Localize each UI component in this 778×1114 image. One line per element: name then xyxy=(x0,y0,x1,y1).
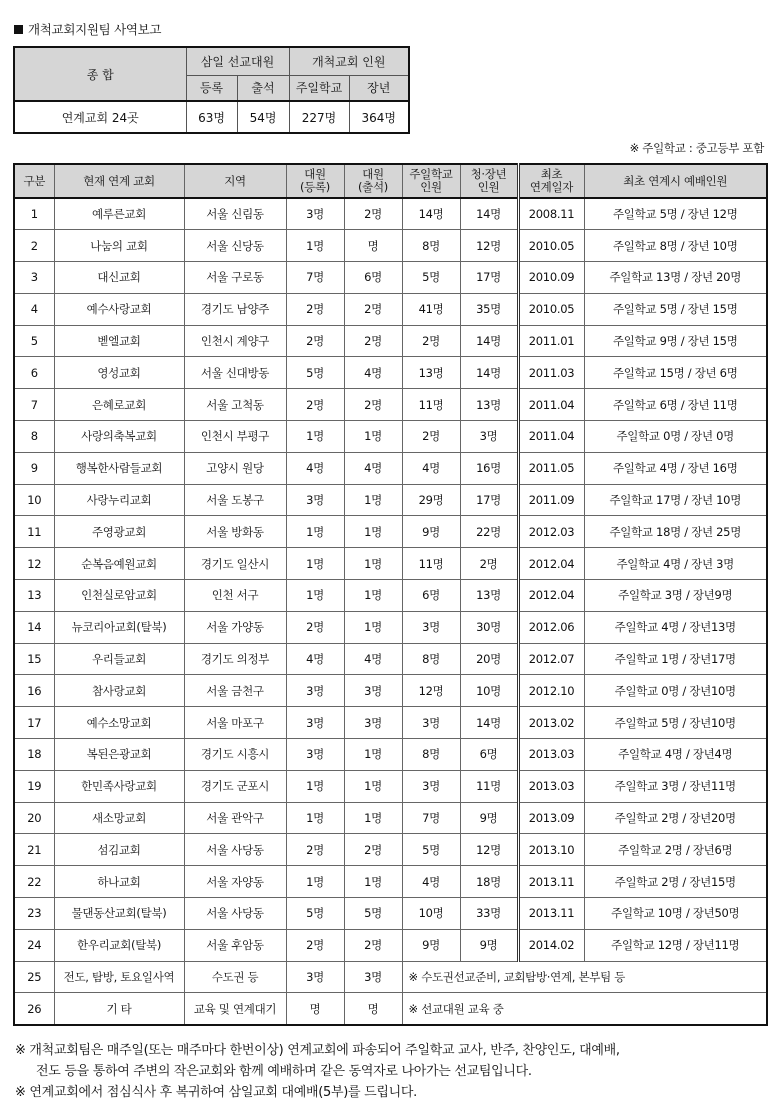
cell-date: 2011.04 xyxy=(518,389,584,421)
cell-date: 2008.11 xyxy=(518,198,584,230)
cell-region: 고양시 원당 xyxy=(184,452,286,484)
sunday-school-note: ※ 주일학교 : 중고등부 포함 xyxy=(629,141,764,155)
table-row xyxy=(14,389,767,421)
cell-att: 2명 xyxy=(344,929,402,961)
cell-reg: 2명 xyxy=(286,929,344,961)
cell-reg: 1명 xyxy=(286,802,344,834)
cell-adu: 13명 xyxy=(460,580,518,612)
cell-att: 1명 xyxy=(344,516,402,548)
cell-region: 서울 신대방동 xyxy=(184,357,286,389)
cell-region: 교육 및 연계대기 xyxy=(184,993,286,1025)
cell-att: 1명 xyxy=(344,611,402,643)
cell-church: 예루른교회 xyxy=(54,198,184,230)
cell-date: 2013.10 xyxy=(518,834,584,866)
cell-first: 주일학교 6명 / 장년 11명 xyxy=(584,389,767,421)
cell-no: 19 xyxy=(14,770,54,802)
cell-first: 주일학교 0명 / 장년10명 xyxy=(584,675,767,707)
cell-region: 경기도 군포시 xyxy=(184,770,286,802)
table-row xyxy=(14,452,767,484)
cell-adu: 9명 xyxy=(460,802,518,834)
cell-att: 4명 xyxy=(344,452,402,484)
cell-adu: 16명 xyxy=(460,452,518,484)
cell-first: 주일학교 5명 / 장년 15명 xyxy=(584,293,767,325)
cell-church: 우리들교회 xyxy=(54,643,184,675)
cell-sun: 12명 xyxy=(402,675,460,707)
cell-sun: 11명 xyxy=(402,548,460,580)
cell-first: 주일학교 18명 / 장년 25명 xyxy=(584,516,767,548)
summary-adult: 364명 xyxy=(349,101,409,133)
cell-first: 주일학교 5명 / 장년 12명 xyxy=(584,198,767,230)
cell-date: 2011.03 xyxy=(518,357,584,389)
cell-sun: 5명 xyxy=(402,262,460,294)
header-sunday: 주일학교 인원 xyxy=(402,164,460,198)
summary-reg: 63명 xyxy=(186,101,237,133)
header-adult: 청·장년 인원 xyxy=(460,164,518,198)
cell-region: 서울 금천구 xyxy=(184,675,286,707)
cell-no: 7 xyxy=(14,389,54,421)
cell-region: 서울 사당동 xyxy=(184,898,286,930)
table-row xyxy=(14,802,767,834)
cell-sun: 29명 xyxy=(402,484,460,516)
header-reg: 대원 (등록) xyxy=(286,164,344,198)
table-row xyxy=(14,770,767,802)
cell-date: 2014.02 xyxy=(518,929,584,961)
cell-sun: 13명 xyxy=(402,357,460,389)
cell-church: 참사랑교회 xyxy=(54,675,184,707)
table-row xyxy=(14,929,767,961)
cell-reg: 2명 xyxy=(286,834,344,866)
table-row xyxy=(14,643,767,675)
cell-church: 대신교회 xyxy=(54,262,184,294)
cell-church: 순복음예원교회 xyxy=(54,548,184,580)
cell-date: 2012.04 xyxy=(518,580,584,612)
summary-header-sunday: 주일학교 xyxy=(289,75,349,101)
summary-header-mission: 삼일 선교대원 xyxy=(186,47,289,75)
cell-date: 2013.02 xyxy=(518,707,584,739)
cell-first: 주일학교 4명 / 장년 16명 xyxy=(584,452,767,484)
table-row xyxy=(14,484,767,516)
cell-att: 1명 xyxy=(344,866,402,898)
table-header-row xyxy=(14,164,767,198)
table-row-extra xyxy=(14,961,767,993)
header-church: 현재 연계 교회 xyxy=(54,164,184,198)
cell-reg: 5명 xyxy=(286,357,344,389)
cell-no: 5 xyxy=(14,325,54,357)
cell-adu: 22명 xyxy=(460,516,518,548)
cell-adu: 14명 xyxy=(460,325,518,357)
cell-first: 주일학교 2명 / 장년15명 xyxy=(584,866,767,898)
cell-adu: 14명 xyxy=(460,357,518,389)
table-row xyxy=(14,293,767,325)
cell-sun: 3명 xyxy=(402,611,460,643)
cell-att: 명 xyxy=(344,993,402,1025)
cell-first: 주일학교 2명 / 장년6명 xyxy=(584,834,767,866)
cell-reg: 1명 xyxy=(286,548,344,580)
cell-no: 25 xyxy=(14,961,54,993)
table-row-extra xyxy=(14,993,767,1025)
cell-no: 26 xyxy=(14,993,54,1025)
cell-first: 주일학교 5명 / 장년10명 xyxy=(584,707,767,739)
cell-region: 수도권 등 xyxy=(184,961,286,993)
cell-reg: 3명 xyxy=(286,707,344,739)
cell-att: 3명 xyxy=(344,961,402,993)
cell-region: 서울 가양동 xyxy=(184,611,286,643)
table-row xyxy=(14,675,767,707)
table-row xyxy=(14,739,767,771)
table-row xyxy=(14,834,767,866)
cell-adu: 12명 xyxy=(460,834,518,866)
cell-region: 서울 마포구 xyxy=(184,707,286,739)
page-title xyxy=(14,20,161,38)
cell-first: 주일학교 1명 / 장년17명 xyxy=(584,643,767,675)
cell-first: 주일학교 17명 / 장년 10명 xyxy=(584,484,767,516)
cell-date: 2013.11 xyxy=(518,866,584,898)
cell-church: 한우리교회(탈북) xyxy=(54,929,184,961)
cell-att: 1명 xyxy=(344,421,402,453)
cell-adu: 13명 xyxy=(460,389,518,421)
table-row xyxy=(14,198,767,230)
cell-no: 16 xyxy=(14,675,54,707)
cell-att: 2명 xyxy=(344,325,402,357)
cell-no: 23 xyxy=(14,898,54,930)
cell-no: 14 xyxy=(14,611,54,643)
header-no: 구분 xyxy=(14,164,54,198)
cell-first: 주일학교 0명 / 장년 0명 xyxy=(584,421,767,453)
cell-att: 6명 xyxy=(344,262,402,294)
cell-reg: 3명 xyxy=(286,739,344,771)
cell-sun: 14명 xyxy=(402,198,460,230)
cell-no: 22 xyxy=(14,866,54,898)
cell-adu: 33명 xyxy=(460,898,518,930)
cell-sun: 2명 xyxy=(402,325,460,357)
cell-region: 경기도 남양주 xyxy=(184,293,286,325)
cell-region: 인천시 계양구 xyxy=(184,325,286,357)
cell-att: 1명 xyxy=(344,548,402,580)
cell-church: 사랑의축복교회 xyxy=(54,421,184,453)
cell-adu: 35명 xyxy=(460,293,518,325)
cell-no: 8 xyxy=(14,421,54,453)
cell-att: 1명 xyxy=(344,770,402,802)
table-row xyxy=(14,548,767,580)
cell-region: 서울 방화동 xyxy=(184,516,286,548)
cell-reg: 7명 xyxy=(286,262,344,294)
cell-church: 사랑누리교회 xyxy=(54,484,184,516)
table-row xyxy=(14,357,767,389)
header-first: 최초 연계시 예배인원 xyxy=(584,164,767,198)
cell-reg: 5명 xyxy=(286,898,344,930)
cell-sun: 10명 xyxy=(402,898,460,930)
cell-church: 물댄동산교회(탈북) xyxy=(54,898,184,930)
cell-first: 주일학교 4명 / 장년4명 xyxy=(584,739,767,771)
cell-reg: 3명 xyxy=(286,961,344,993)
cell-church: 예수사랑교회 xyxy=(54,293,184,325)
cell-date: 2011.04 xyxy=(518,421,584,453)
cell-reg: 명 xyxy=(286,993,344,1025)
cell-date: 2012.10 xyxy=(518,675,584,707)
summary-sunday: 227명 xyxy=(289,101,349,133)
cell-reg: 2명 xyxy=(286,293,344,325)
cell-adu: 9명 xyxy=(460,929,518,961)
cell-date: 2011.09 xyxy=(518,484,584,516)
cell-church: 섬김교회 xyxy=(54,834,184,866)
cell-date: 2013.11 xyxy=(518,898,584,930)
cell-region: 서울 관악구 xyxy=(184,802,286,834)
cell-adu: 17명 xyxy=(460,484,518,516)
cell-adu: 10명 xyxy=(460,675,518,707)
cell-reg: 2명 xyxy=(286,389,344,421)
cell-date: 2010.05 xyxy=(518,293,584,325)
cell-date: 2013.09 xyxy=(518,802,584,834)
cell-region: 경기도 시흥시 xyxy=(184,739,286,771)
cell-church: 뉴코리아교회(탈북) xyxy=(54,611,184,643)
cell-sun: 4명 xyxy=(402,866,460,898)
summary-header-reg: 등록 xyxy=(186,75,237,101)
cell-att: 1명 xyxy=(344,580,402,612)
cell-reg: 3명 xyxy=(286,198,344,230)
cell-region: 서울 신당동 xyxy=(184,230,286,262)
cell-no: 9 xyxy=(14,452,54,484)
header-date: 최초 연계일자 xyxy=(518,164,584,198)
cell-church: 전도, 탐방, 토요일사역 xyxy=(54,961,184,993)
table-row xyxy=(14,611,767,643)
footer-notes xyxy=(15,1040,620,1103)
cell-region: 인천시 부평구 xyxy=(184,421,286,453)
table-row xyxy=(14,516,767,548)
cell-no: 11 xyxy=(14,516,54,548)
table-row xyxy=(14,230,767,262)
table-row xyxy=(14,262,767,294)
cell-first: 주일학교 12명 / 장년11명 xyxy=(584,929,767,961)
cell-no: 24 xyxy=(14,929,54,961)
cell-sun: 4명 xyxy=(402,452,460,484)
cell-sun: 9명 xyxy=(402,929,460,961)
cell-att: 2명 xyxy=(344,198,402,230)
table-row xyxy=(14,580,767,612)
table-row xyxy=(14,707,767,739)
cell-no: 6 xyxy=(14,357,54,389)
cell-church: 행복한사람들교회 xyxy=(54,452,184,484)
cell-first: 주일학교 3명 / 장년11명 xyxy=(584,770,767,802)
cell-church: 벧엘교회 xyxy=(54,325,184,357)
cell-sun: 7명 xyxy=(402,802,460,834)
cell-date: 2013.03 xyxy=(518,739,584,771)
cell-date: 2012.06 xyxy=(518,611,584,643)
cell-no: 2 xyxy=(14,230,54,262)
cell-note: ※ 수도권선교준비, 교회탐방·연계, 본부팀 등 xyxy=(402,961,767,993)
cell-sun: 41명 xyxy=(402,293,460,325)
table-row xyxy=(14,325,767,357)
footer-line-2: 전도 등을 통하여 주변의 작은교회와 함께 예배하며 같은 동역자로 나아가는 선교팀입니다. xyxy=(36,1064,532,1079)
cell-date: 2011.01 xyxy=(518,325,584,357)
cell-adu: 20명 xyxy=(460,643,518,675)
cell-first: 주일학교 8명 / 장년 10명 xyxy=(584,230,767,262)
cell-date: 2010.05 xyxy=(518,230,584,262)
cell-region: 서울 자양동 xyxy=(184,866,286,898)
cell-region: 서울 도봉구 xyxy=(184,484,286,516)
cell-att: 명 xyxy=(344,230,402,262)
cell-first: 주일학교 9명 / 장년 15명 xyxy=(584,325,767,357)
cell-note: ※ 선교대원 교육 중 xyxy=(402,993,767,1025)
cell-church: 주영광교회 xyxy=(54,516,184,548)
cell-reg: 3명 xyxy=(286,675,344,707)
cell-att: 4명 xyxy=(344,643,402,675)
cell-adu: 17명 xyxy=(460,262,518,294)
cell-sun: 5명 xyxy=(402,834,460,866)
cell-reg: 4명 xyxy=(286,452,344,484)
cell-reg: 3명 xyxy=(286,484,344,516)
church-table xyxy=(13,163,768,1026)
cell-adu: 2명 xyxy=(460,548,518,580)
cell-reg: 2명 xyxy=(286,611,344,643)
cell-sun: 8명 xyxy=(402,230,460,262)
cell-first: 주일학교 4명 / 장년13명 xyxy=(584,611,767,643)
cell-adu: 12명 xyxy=(460,230,518,262)
cell-reg: 1명 xyxy=(286,866,344,898)
cell-att: 1명 xyxy=(344,484,402,516)
cell-sun: 6명 xyxy=(402,580,460,612)
cell-church: 한민족사랑교회 xyxy=(54,770,184,802)
cell-att: 4명 xyxy=(344,357,402,389)
cell-adu: 14명 xyxy=(460,707,518,739)
cell-no: 3 xyxy=(14,262,54,294)
cell-church: 영성교회 xyxy=(54,357,184,389)
cell-sun: 9명 xyxy=(402,516,460,548)
summary-att: 54명 xyxy=(237,101,289,133)
cell-no: 10 xyxy=(14,484,54,516)
cell-region: 서울 후암동 xyxy=(184,929,286,961)
cell-sun: 8명 xyxy=(402,643,460,675)
cell-sun: 2명 xyxy=(402,421,460,453)
cell-first: 주일학교 3명 / 장년9명 xyxy=(584,580,767,612)
cell-church: 나눔의 교회 xyxy=(54,230,184,262)
cell-date: 2012.04 xyxy=(518,548,584,580)
summary-label: 연계교회 24곳 xyxy=(14,101,186,133)
cell-adu: 30명 xyxy=(460,611,518,643)
cell-att: 2명 xyxy=(344,293,402,325)
cell-reg: 1명 xyxy=(286,580,344,612)
cell-church: 인천실로암교회 xyxy=(54,580,184,612)
cell-region: 인천 서구 xyxy=(184,580,286,612)
cell-att: 3명 xyxy=(344,707,402,739)
cell-sun: 3명 xyxy=(402,770,460,802)
cell-first: 주일학교 4명 / 장년 3명 xyxy=(584,548,767,580)
footer-line-3: ※ 연계교회에서 점심식사 후 복귀하여 삼일교회 대예배(5부)를 드립니다. xyxy=(15,1085,417,1100)
cell-no: 18 xyxy=(14,739,54,771)
cell-att: 3명 xyxy=(344,675,402,707)
cell-first: 주일학교 10명 / 장년50명 xyxy=(584,898,767,930)
footer-line-1: ※ 개척교회팀은 매주일(또는 매주마다 한번이상) 연계교회에 파송되어 주일학교 교사, 반주, 찬양인도, 대예배, xyxy=(15,1043,620,1058)
cell-att: 5명 xyxy=(344,898,402,930)
header-att: 대원 (출석) xyxy=(344,164,402,198)
cell-att: 2명 xyxy=(344,834,402,866)
cell-adu: 6명 xyxy=(460,739,518,771)
page-title-text: 개척교회지원팀 사역보고 xyxy=(28,22,162,37)
table-row xyxy=(14,898,767,930)
cell-date: 2013.03 xyxy=(518,770,584,802)
cell-region: 경기도 일산시 xyxy=(184,548,286,580)
square-bullet-icon xyxy=(14,25,23,34)
cell-adu: 3명 xyxy=(460,421,518,453)
cell-church: 새소망교회 xyxy=(54,802,184,834)
cell-no: 13 xyxy=(14,580,54,612)
cell-reg: 1명 xyxy=(286,421,344,453)
cell-date: 2011.05 xyxy=(518,452,584,484)
table-row xyxy=(14,421,767,453)
cell-no: 12 xyxy=(14,548,54,580)
cell-reg: 1명 xyxy=(286,770,344,802)
cell-region: 서울 사당동 xyxy=(184,834,286,866)
cell-adu: 11명 xyxy=(460,770,518,802)
cell-date: 2012.03 xyxy=(518,516,584,548)
cell-church: 예수소망교회 xyxy=(54,707,184,739)
cell-sun: 8명 xyxy=(402,739,460,771)
cell-sun: 11명 xyxy=(402,389,460,421)
cell-region: 서울 신림동 xyxy=(184,198,286,230)
cell-sun: 3명 xyxy=(402,707,460,739)
summary-header-total: 종 합 xyxy=(14,47,186,101)
cell-reg: 4명 xyxy=(286,643,344,675)
cell-att: 1명 xyxy=(344,802,402,834)
summary-header-people: 개척교회 인원 xyxy=(289,47,409,75)
summary-header-att: 출석 xyxy=(237,75,289,101)
cell-church: 기 타 xyxy=(54,993,184,1025)
cell-region: 서울 고척동 xyxy=(184,389,286,421)
cell-first: 주일학교 13명 / 장년 20명 xyxy=(584,262,767,294)
cell-first: 주일학교 2명 / 장년20명 xyxy=(584,802,767,834)
cell-church: 은혜로교회 xyxy=(54,389,184,421)
cell-church: 하나교회 xyxy=(54,866,184,898)
cell-church: 복된은광교회 xyxy=(54,739,184,771)
cell-no: 1 xyxy=(14,198,54,230)
cell-reg: 2명 xyxy=(286,325,344,357)
table-row xyxy=(14,866,767,898)
cell-date: 2010.09 xyxy=(518,262,584,294)
summary-header-adult: 장년 xyxy=(349,75,409,101)
cell-reg: 1명 xyxy=(286,516,344,548)
cell-no: 17 xyxy=(14,707,54,739)
cell-att: 2명 xyxy=(344,389,402,421)
cell-date: 2012.07 xyxy=(518,643,584,675)
cell-reg: 1명 xyxy=(286,230,344,262)
cell-att: 1명 xyxy=(344,739,402,771)
cell-no: 4 xyxy=(14,293,54,325)
cell-first: 주일학교 15명 / 장년 6명 xyxy=(584,357,767,389)
cell-adu: 14명 xyxy=(460,198,518,230)
header-region: 지역 xyxy=(184,164,286,198)
cell-no: 20 xyxy=(14,802,54,834)
cell-no: 15 xyxy=(14,643,54,675)
cell-region: 서울 구로동 xyxy=(184,262,286,294)
cell-region: 경기도 의정부 xyxy=(184,643,286,675)
summary-table xyxy=(13,46,410,134)
cell-no: 21 xyxy=(14,834,54,866)
cell-adu: 18명 xyxy=(460,866,518,898)
